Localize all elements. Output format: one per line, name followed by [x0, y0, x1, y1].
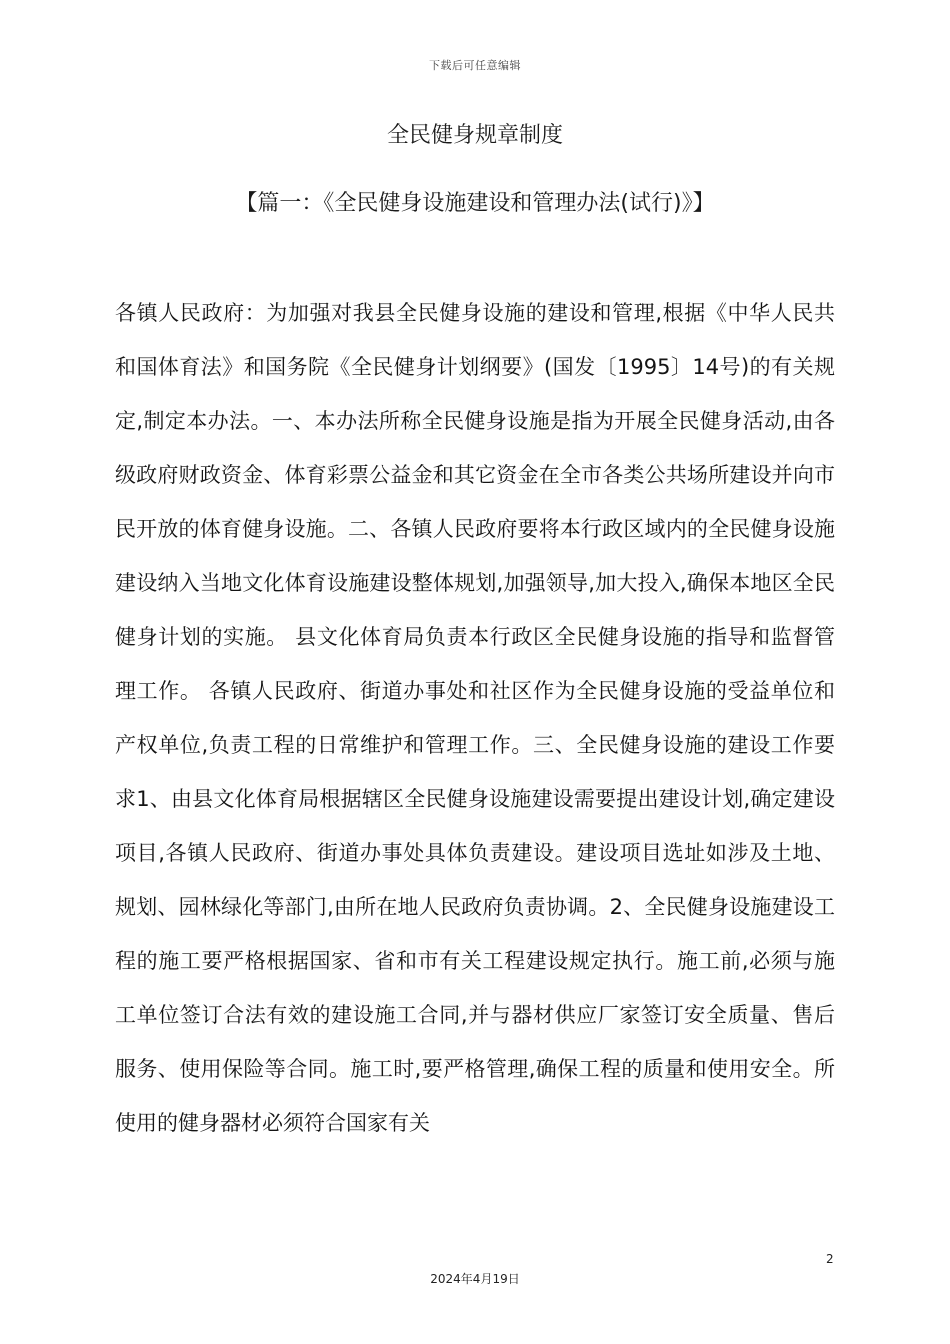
footer-date: 2024年4月19日 — [430, 1272, 520, 1286]
document-subtitle: 【篇一：《全民健身设施建设和管理办法(试行)》】 — [235, 191, 715, 216]
document-body: 各镇人民政府：为加强对我县全民健身设施的建设和管理,根据《中华人民共和国体育法》和国务院《全民健身计划纲要》(国发〔1995〕14号)的有关规定,制定本办法。一、本办法所称全民健身设施是指为开展全民健身活动,由各级政府财政资金、体育彩票公益金和其它资金在全市各类公共场所建设并向市民开放的体育健身设施。二、各镇人民政府要将本行政区域内的全民健身设施建设纳入当地文化体育设施建设整体规划,加强领导,加大投入,确保本地区全民健身计划的实施。 县文化体育局负责本行政区全民健身设施的指导和监督管理工作。 各镇人民政府、街道办事处和社区作为全民健身设施的受益单位和产权单位,负责工程的日常维护和管理工作。三、全民健身设施的建设工作要求1、由县文化体育局根据辖区全民健身设施建设需要提出建设计划,确定建设项目,各镇人民政府、街道办事处具体负责建设。建设项目选址如涉及土地、规划、园林绿化等部门,由所在地人民政府负责协调。2、全民健身设施建设工程的施工要严格根据国家、省和市有关工程建设规定执行。施工前,必须与施工单位签订合法有效的建设施工合同,并与器材供应厂家签订安全质量、售后服务、使用保险等合同。施工时,要严格管理,确保工程的质量和使用安全。所使用的健身器材必须符合国家有关 — [115, 301, 835, 1135]
page-number: 2 — [826, 1252, 834, 1266]
header-note: 下载后可任意编辑 — [429, 59, 521, 72]
document-title: 全民健身规章制度 — [386, 123, 563, 148]
